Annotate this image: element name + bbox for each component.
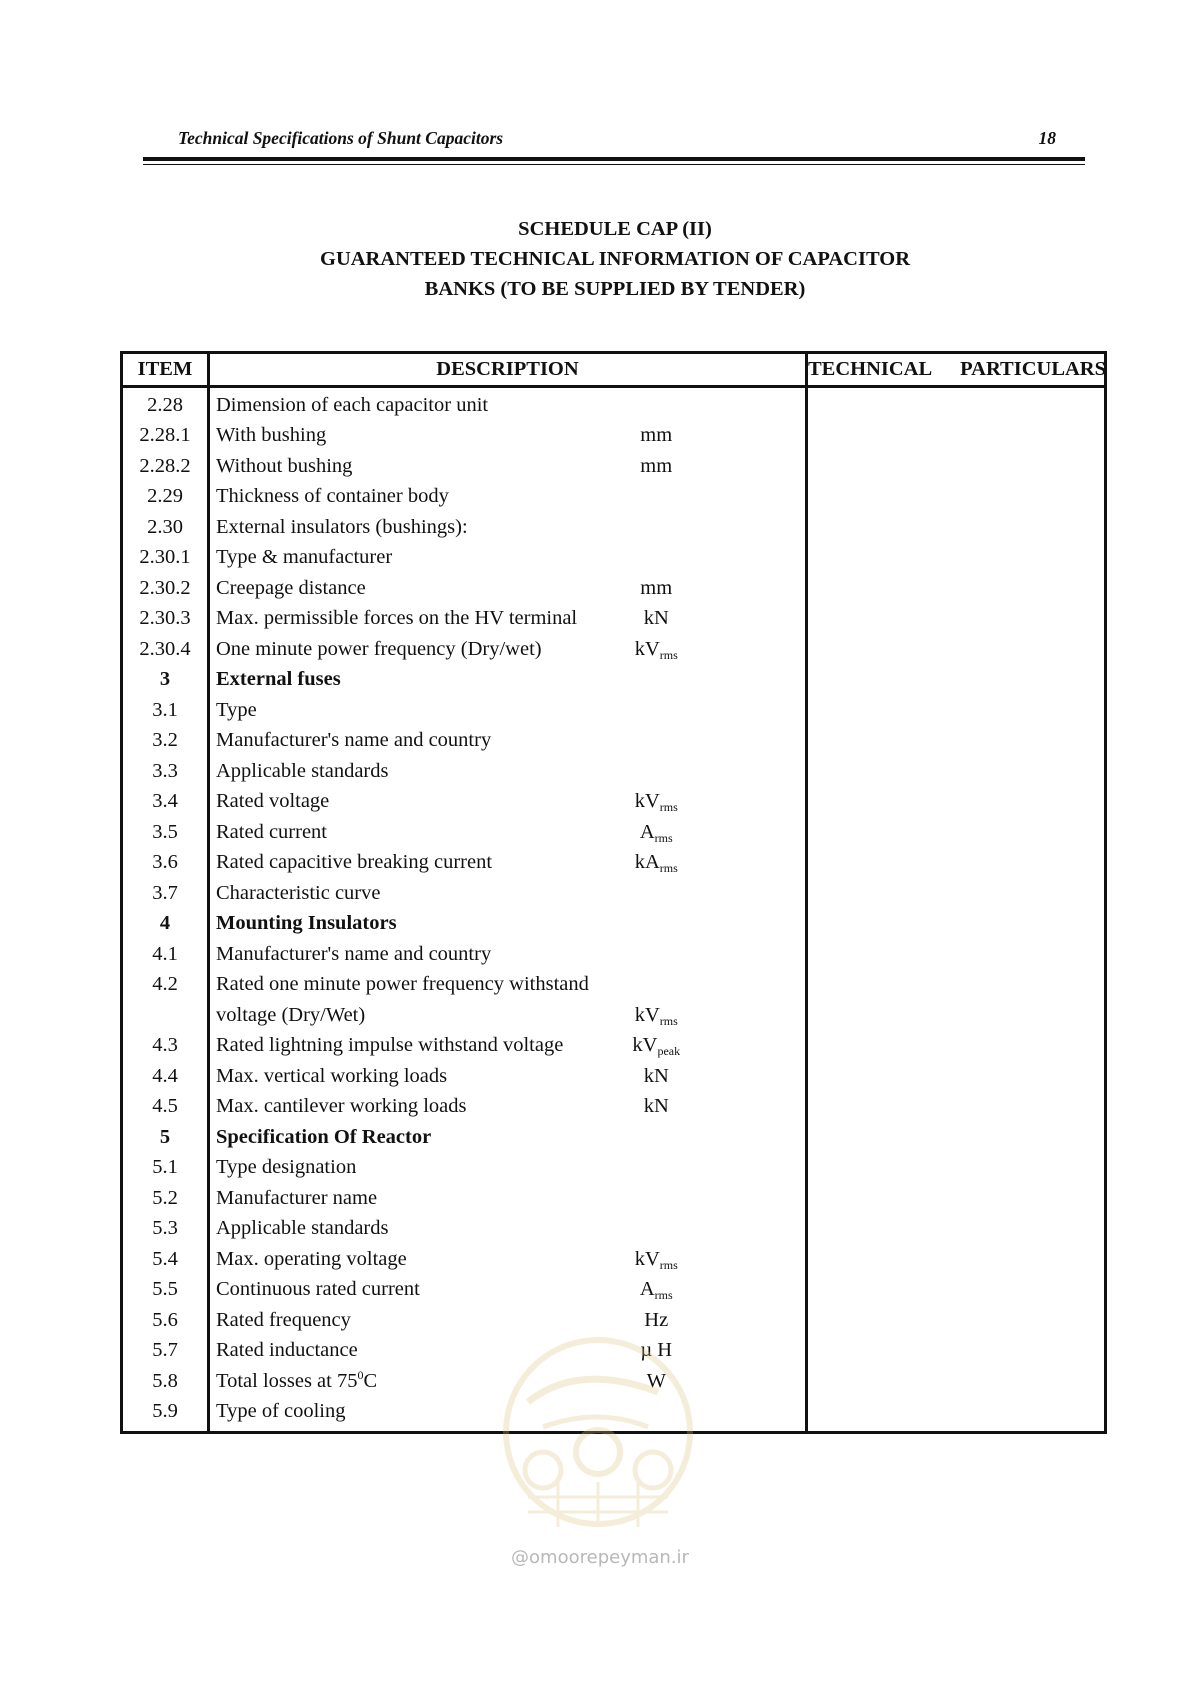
item-description xyxy=(209,482,508,513)
unit-subscript: rms xyxy=(659,800,678,815)
technical-info-table xyxy=(120,351,1107,1434)
item-number: 5.5 xyxy=(122,1275,209,1306)
unit xyxy=(508,634,807,665)
technical-particulars-cell[interactable] xyxy=(807,1366,1106,1397)
unit xyxy=(508,878,807,909)
table-row xyxy=(122,695,1106,726)
item-number: 2.30 xyxy=(122,512,209,543)
description-text: Manufacturer's name and country xyxy=(216,942,492,965)
item-description xyxy=(209,1366,508,1397)
item-description xyxy=(209,970,589,1001)
description-text: Type xyxy=(216,698,257,721)
table-header-row xyxy=(122,353,1106,387)
table-row xyxy=(122,970,1106,1001)
header-rule-thin xyxy=(143,164,1085,165)
description-text: Max. cantilever working loads xyxy=(216,1095,467,1118)
unit-subscript: peak xyxy=(657,1044,681,1059)
unit xyxy=(508,817,807,848)
description-text: Manufacturer name xyxy=(216,1186,378,1209)
document-title: Technical Specifications of Shunt Capacitors xyxy=(178,128,504,148)
item-number: 3 xyxy=(122,665,209,696)
technical-particulars-cell[interactable] xyxy=(807,787,1106,818)
description-text: Max. vertical working loads xyxy=(216,1064,448,1087)
schedule-title-line-3: BANKS (TO BE SUPPLIED BY TENDER) xyxy=(424,278,806,300)
item-description xyxy=(209,1305,508,1336)
item-number: 2.30.1 xyxy=(122,543,209,574)
item-number: 4.2 xyxy=(122,970,209,1001)
item-description xyxy=(209,1031,564,1062)
description-text: Type of cooling xyxy=(216,1400,346,1423)
item-number: 5 xyxy=(122,1122,209,1153)
table-row xyxy=(122,909,1106,940)
technical-particulars-cell[interactable] xyxy=(807,421,1106,452)
seal-logo-icon xyxy=(488,1332,708,1532)
item-number: 3.6 xyxy=(122,848,209,879)
item-number xyxy=(122,1000,209,1031)
unit xyxy=(508,1092,807,1123)
item-number: 2.30.2 xyxy=(122,573,209,604)
unit-text: kV xyxy=(634,790,660,813)
item-description xyxy=(209,817,508,848)
description-text: Rated capacitive breaking current xyxy=(216,851,493,874)
table-row xyxy=(122,1244,1106,1275)
unit-text: kN xyxy=(643,607,669,630)
description-text: voltage (Dry/Wet) xyxy=(216,1003,366,1026)
description-text: Max. operating voltage xyxy=(216,1247,407,1270)
table-row xyxy=(122,1275,1106,1306)
unit xyxy=(508,451,807,482)
header-rule-thick xyxy=(143,157,1085,161)
item-number: 2.30.4 xyxy=(122,634,209,665)
description-text: Rated current xyxy=(216,820,327,843)
unit-text: W xyxy=(646,1369,666,1392)
unit xyxy=(508,421,807,452)
technical-particulars-cell[interactable] xyxy=(807,634,1106,665)
unit-text: kN xyxy=(643,1095,669,1118)
description-text: Thickness of container body xyxy=(216,485,449,508)
unit-subscript: rms xyxy=(659,647,678,662)
schedule-title-line-2: GUARANTEED TECHNICAL INFORMATION OF CAPACITOR xyxy=(320,248,910,270)
table-row xyxy=(122,1153,1106,1184)
schedule-title xyxy=(0,214,1190,304)
item-description xyxy=(209,939,508,970)
description-text: Max. permissible forces on the HV terminal xyxy=(216,607,578,630)
technical-particulars-cell[interactable] xyxy=(807,1275,1106,1306)
item-number: 3.2 xyxy=(122,726,209,757)
item-description xyxy=(209,726,508,757)
header-item: ITEM xyxy=(122,353,209,387)
item-number: 2.30.3 xyxy=(122,604,209,635)
description-text: External fuses xyxy=(216,668,341,691)
table-row xyxy=(122,1122,1106,1153)
technical-particulars-cell[interactable] xyxy=(807,1061,1106,1092)
item-number: 2.29 xyxy=(122,482,209,513)
technical-particulars-cell[interactable] xyxy=(807,939,1106,970)
description-text: Type & manufacturer xyxy=(216,546,393,569)
table-row xyxy=(122,1214,1106,1245)
watermark-label: omoorepeyman.ir xyxy=(529,1547,689,1568)
technical-particulars-cell[interactable] xyxy=(807,848,1106,879)
table-row xyxy=(122,787,1106,818)
unit xyxy=(508,695,807,726)
header-technical-particulars xyxy=(807,353,1106,387)
technical-particulars-cell[interactable] xyxy=(807,1214,1106,1245)
unit xyxy=(508,1244,807,1275)
unit xyxy=(508,909,807,940)
unit xyxy=(508,1275,807,1306)
table-row xyxy=(122,1031,1106,1062)
description-text: Mounting Insulators xyxy=(216,912,397,935)
item-number: 5.8 xyxy=(122,1366,209,1397)
item-description xyxy=(209,665,508,696)
technical-particulars-cell[interactable] xyxy=(807,726,1106,757)
description-text: Continuous rated current xyxy=(216,1278,420,1301)
unit xyxy=(508,573,807,604)
unit xyxy=(508,543,807,574)
table-row xyxy=(122,573,1106,604)
unit-subscript: rms xyxy=(654,1288,673,1303)
technical-particulars-cell[interactable] xyxy=(807,756,1106,787)
unit-subscript: rms xyxy=(659,861,678,876)
item-description xyxy=(209,909,508,940)
description-text: External insulators (bushings): xyxy=(216,515,468,538)
technical-particulars-cell[interactable] xyxy=(807,970,1106,1001)
item-number: 4.5 xyxy=(122,1092,209,1123)
item-description xyxy=(209,604,578,635)
table-row xyxy=(122,451,1106,482)
item-description xyxy=(209,878,508,909)
technical-particulars-cell[interactable] xyxy=(807,1244,1106,1275)
item-number: 5.9 xyxy=(122,1397,209,1433)
item-description xyxy=(209,1153,508,1184)
unit xyxy=(508,512,807,543)
table-row xyxy=(122,878,1106,909)
at-sign-icon: @ xyxy=(511,1547,530,1568)
description-text: Manufacturer's name and country xyxy=(216,729,492,752)
unit-text: A xyxy=(639,1278,655,1301)
unit-text: kV xyxy=(634,637,660,660)
technical-particulars-cell[interactable] xyxy=(807,451,1106,482)
unit xyxy=(508,1061,807,1092)
table-row xyxy=(122,604,1106,635)
item-description xyxy=(209,848,508,879)
unit-subscript: rms xyxy=(659,1257,678,1272)
table-row xyxy=(122,543,1106,574)
unit xyxy=(508,665,807,696)
description-text: With bushing xyxy=(216,424,327,447)
schedule-title-line-1: SCHEDULE CAP (II) xyxy=(518,218,712,240)
header-technical: TECHNICAL xyxy=(808,358,933,380)
unit-text: kV xyxy=(634,1247,660,1270)
item-description xyxy=(209,451,508,482)
item-number: 5.1 xyxy=(122,1153,209,1184)
item-description xyxy=(209,695,508,726)
technical-particulars-cell[interactable] xyxy=(807,878,1106,909)
item-number: 5.4 xyxy=(122,1244,209,1275)
item-description xyxy=(209,1122,508,1153)
technical-particulars-cell[interactable] xyxy=(807,1122,1106,1153)
unit xyxy=(508,1183,807,1214)
table-body xyxy=(122,387,1106,1433)
item-number: 5.7 xyxy=(122,1336,209,1367)
item-number: 4.1 xyxy=(122,939,209,970)
technical-particulars-cell[interactable] xyxy=(807,604,1106,635)
table-row xyxy=(122,1183,1106,1214)
item-description xyxy=(209,787,508,818)
unit-text: mm xyxy=(640,576,673,599)
item-number: 4.4 xyxy=(122,1061,209,1092)
table-row xyxy=(122,1061,1106,1092)
table-row xyxy=(122,817,1106,848)
technical-particulars-cell[interactable] xyxy=(807,695,1106,726)
watermark-text xyxy=(500,1547,700,1568)
unit-text: A xyxy=(639,820,655,843)
description-text: Specification Of Reactor xyxy=(216,1125,432,1148)
unit-text: mm xyxy=(640,424,673,447)
table-row xyxy=(122,1305,1106,1336)
header-particulars: PARTICULARS xyxy=(960,358,1107,380)
table-row xyxy=(122,726,1106,757)
item-number: 3.4 xyxy=(122,787,209,818)
table-row xyxy=(122,756,1106,787)
table-row xyxy=(122,634,1106,665)
unit-subscript: rms xyxy=(659,1013,678,1028)
description-suffix: C xyxy=(363,1369,378,1392)
unit xyxy=(508,787,807,818)
description-text: Rated inductance xyxy=(216,1339,358,1362)
description-text: Without bushing xyxy=(216,454,353,477)
unit xyxy=(508,1305,807,1336)
item-description xyxy=(209,1275,508,1306)
item-number: 5.6 xyxy=(122,1305,209,1336)
unit-text: mm xyxy=(640,454,673,477)
technical-particulars-cell[interactable] xyxy=(807,573,1106,604)
table-row xyxy=(122,665,1106,696)
description-text: Applicable standards xyxy=(216,759,389,782)
item-description xyxy=(209,573,508,604)
table-row xyxy=(122,482,1106,513)
unit xyxy=(508,939,807,970)
unit-subscript: rms xyxy=(654,830,673,845)
item-number: 3.3 xyxy=(122,756,209,787)
item-number: 3.7 xyxy=(122,878,209,909)
table-row xyxy=(122,1092,1106,1123)
unit xyxy=(508,726,807,757)
table-row xyxy=(122,421,1106,452)
item-number: 5.3 xyxy=(122,1214,209,1245)
item-description xyxy=(209,1397,508,1433)
description-text: Rated lightning impulse withstand voltage xyxy=(216,1034,564,1057)
table-row xyxy=(122,1000,1106,1031)
technical-particulars-cell[interactable] xyxy=(807,1000,1106,1031)
description-text: Applicable standards xyxy=(216,1217,389,1240)
technical-particulars-cell[interactable] xyxy=(807,1336,1106,1367)
description-text: One minute power frequency (Dry/wet) xyxy=(216,637,542,660)
item-description xyxy=(209,387,508,421)
unit-text: µ H xyxy=(640,1339,673,1362)
technical-particulars-cell[interactable] xyxy=(807,512,1106,543)
item-description xyxy=(209,543,508,574)
unit xyxy=(508,482,807,513)
item-number: 5.2 xyxy=(122,1183,209,1214)
item-description xyxy=(209,512,508,543)
item-description xyxy=(209,1214,508,1245)
unit xyxy=(508,1214,807,1245)
unit-text: kN xyxy=(643,1064,669,1087)
technical-particulars-cell[interactable] xyxy=(807,817,1106,848)
unit-text: kA xyxy=(634,851,660,874)
description-superscript: 0 xyxy=(357,1367,364,1382)
unit xyxy=(508,848,807,879)
item-description xyxy=(209,1336,508,1367)
unit xyxy=(508,1122,807,1153)
unit xyxy=(508,1153,807,1184)
technical-particulars-cell[interactable] xyxy=(807,482,1106,513)
description-text: Total losses at 75 xyxy=(216,1369,358,1392)
item-number: 4 xyxy=(122,909,209,940)
item-description xyxy=(209,756,508,787)
item-number: 2.28 xyxy=(122,387,209,421)
technical-particulars-cell[interactable] xyxy=(807,1092,1106,1123)
unit-text: kV xyxy=(632,1034,658,1057)
header-description: DESCRIPTION xyxy=(209,353,807,387)
item-number: 2.28.2 xyxy=(122,451,209,482)
item-description xyxy=(209,1183,508,1214)
technical-particulars-cell[interactable] xyxy=(807,909,1106,940)
item-description xyxy=(209,1092,508,1123)
description-text: Rated one minute power frequency withstand xyxy=(216,973,589,996)
item-description xyxy=(209,634,542,665)
unit xyxy=(508,387,807,421)
description-text: Dimension of each capacitor unit xyxy=(216,393,489,416)
description-text: Characteristic curve xyxy=(216,881,381,904)
technical-particulars-cell[interactable] xyxy=(807,1031,1106,1062)
technical-particulars-cell[interactable] xyxy=(807,1397,1106,1433)
unit xyxy=(508,1000,807,1031)
unit-text: Hz xyxy=(644,1308,669,1331)
unit-text: kV xyxy=(634,1003,660,1026)
technical-particulars-cell[interactable] xyxy=(807,1305,1106,1336)
item-description xyxy=(209,421,508,452)
technical-particulars-cell[interactable] xyxy=(807,1153,1106,1184)
item-description xyxy=(209,1061,508,1092)
technical-particulars-cell[interactable] xyxy=(807,543,1106,574)
running-header xyxy=(178,128,1056,149)
item-number: 2.28.1 xyxy=(122,421,209,452)
table-row xyxy=(122,939,1106,970)
description-text: Type designation xyxy=(216,1156,357,1179)
technical-particulars-cell[interactable] xyxy=(807,1183,1106,1214)
table-row xyxy=(122,387,1106,421)
unit xyxy=(508,756,807,787)
description-text: Rated frequency xyxy=(216,1308,351,1331)
item-number: 4.3 xyxy=(122,1031,209,1062)
description-text: Creepage distance xyxy=(216,576,366,599)
item-number: 3.5 xyxy=(122,817,209,848)
table-row xyxy=(122,512,1106,543)
table-row xyxy=(122,848,1106,879)
item-description xyxy=(209,1000,508,1031)
technical-particulars-cell[interactable] xyxy=(807,387,1106,421)
description-text: Rated voltage xyxy=(216,790,330,813)
technical-particulars-cell[interactable] xyxy=(807,665,1106,696)
item-description xyxy=(209,1244,508,1275)
item-number: 3.1 xyxy=(122,695,209,726)
page-number: 18 xyxy=(1038,128,1056,148)
